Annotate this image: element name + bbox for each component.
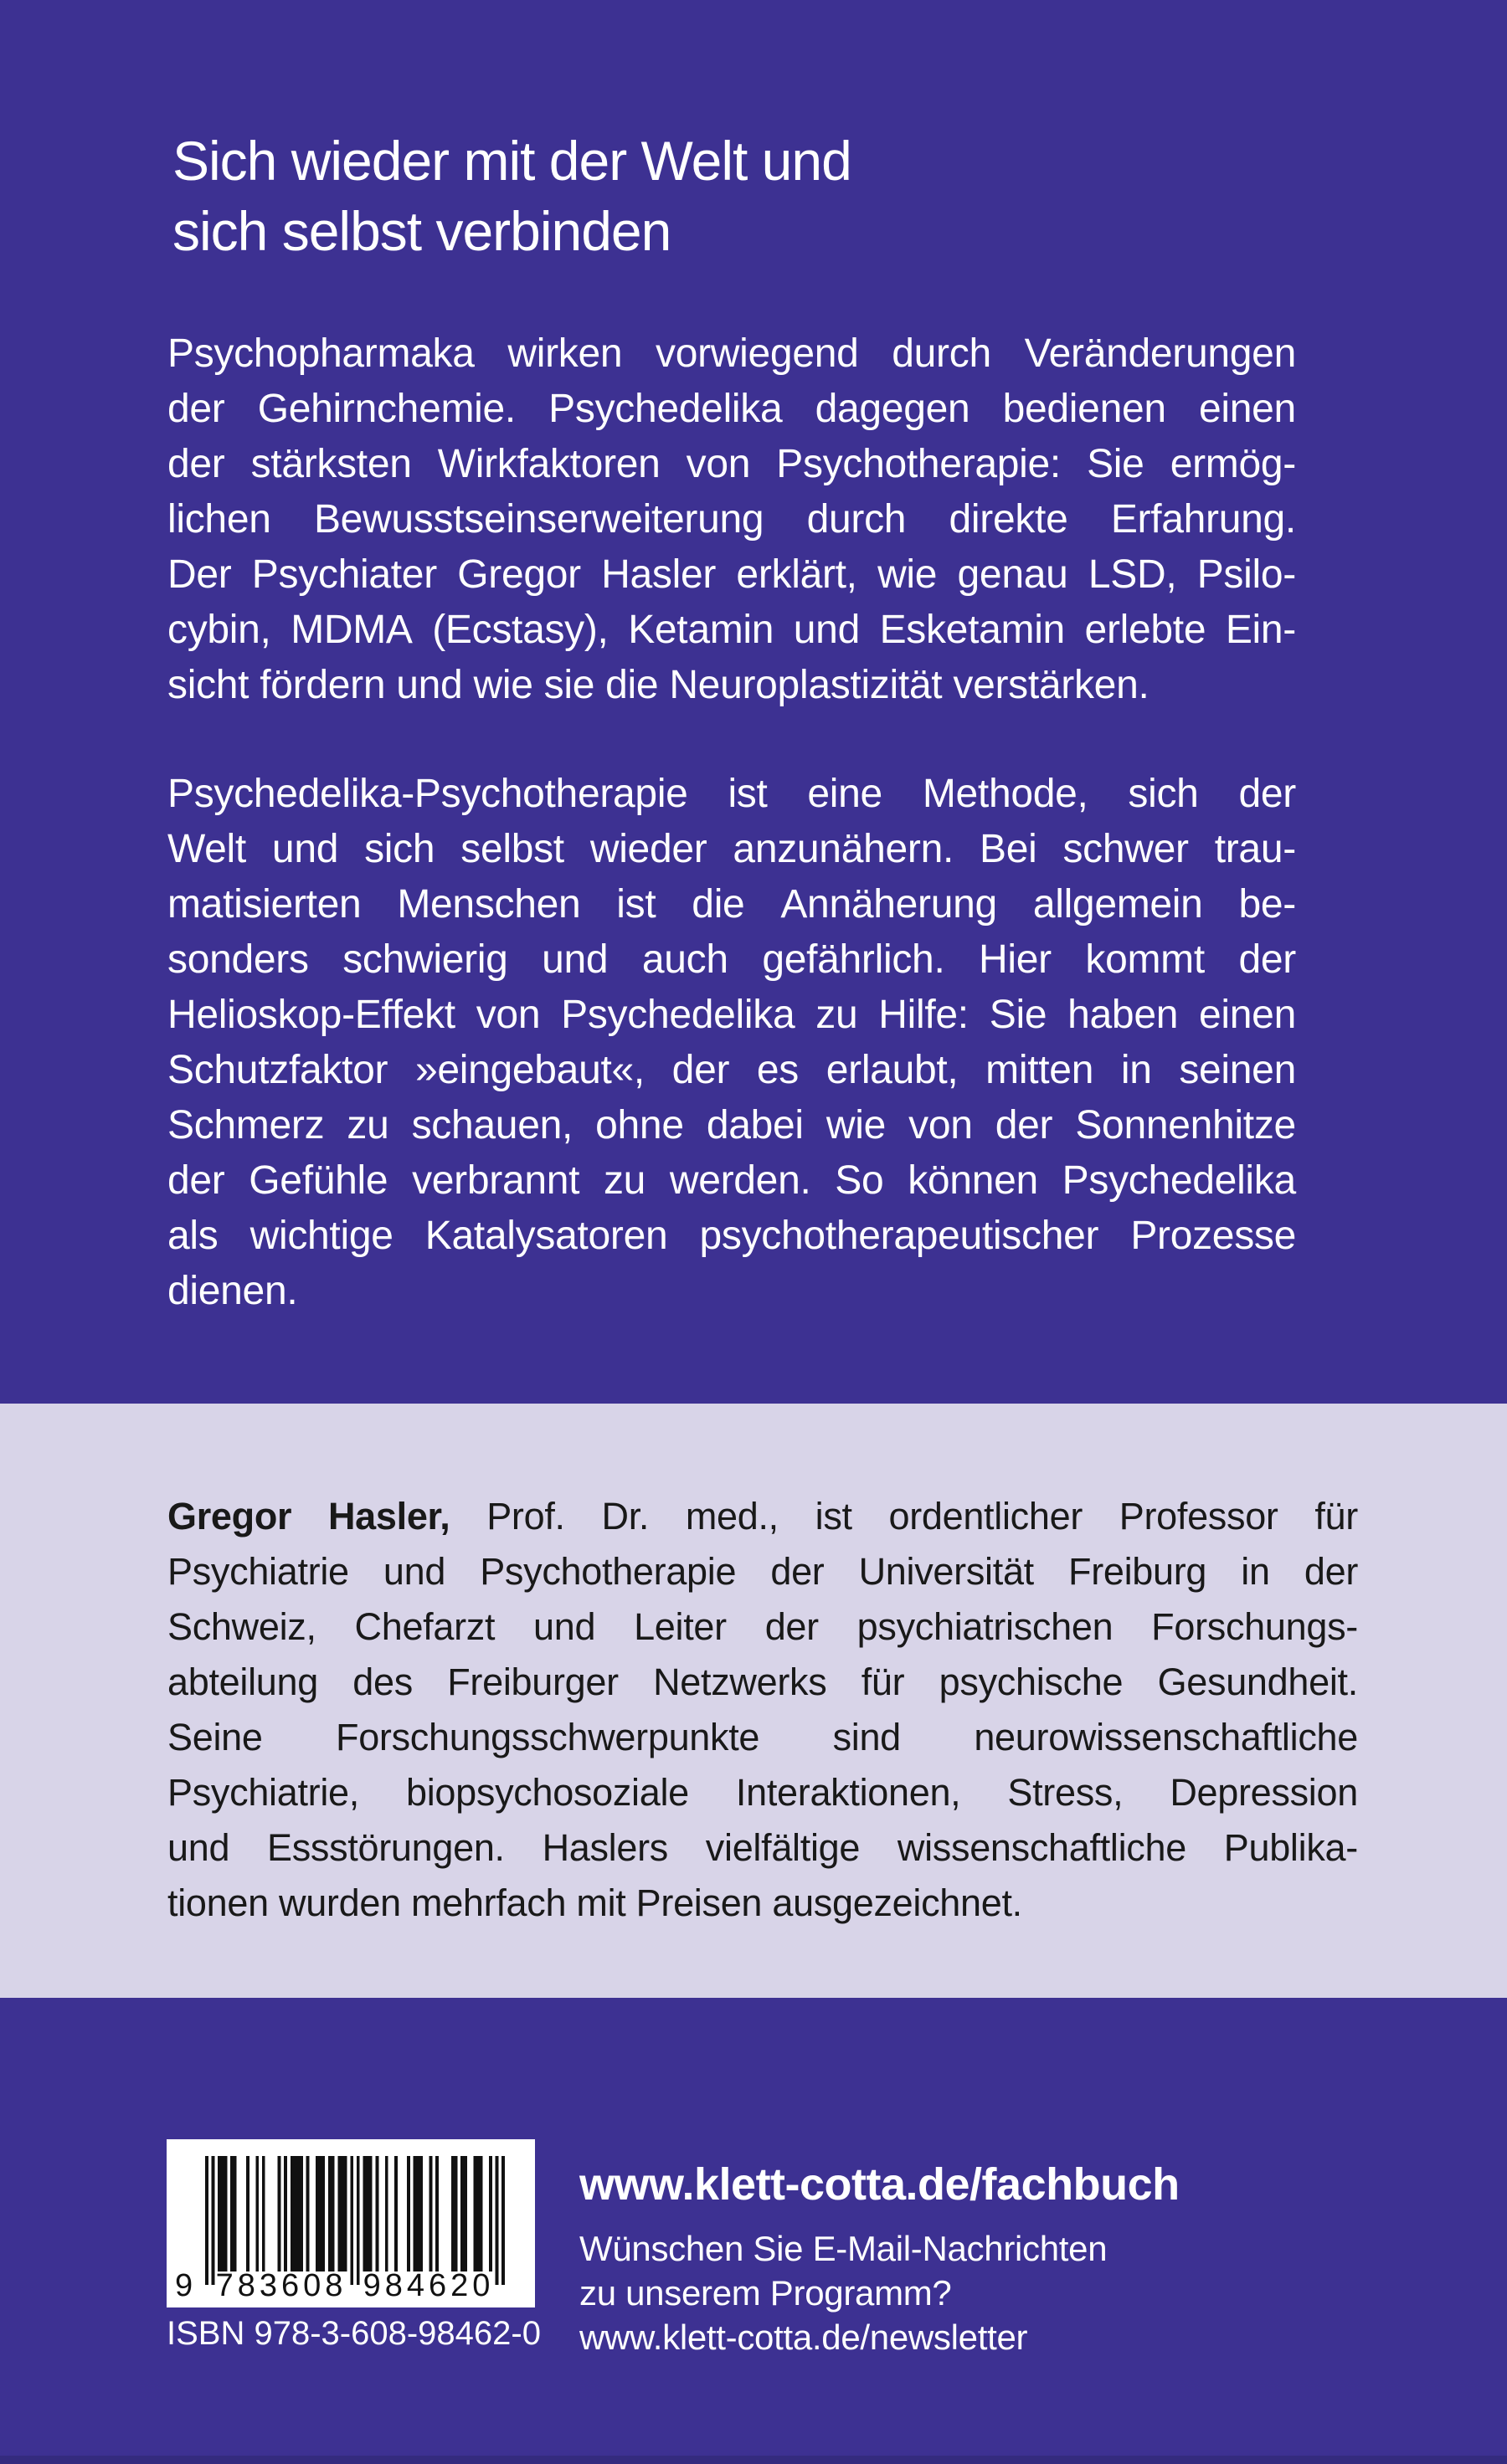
barcode-digit-leading: 9 — [175, 2268, 193, 2303]
headline-line-2: sich selbst verbinden — [172, 200, 671, 262]
barcode-box — [167, 2139, 535, 2307]
ean13-barcode — [205, 2156, 505, 2285]
text-line: dienen. — [167, 1269, 298, 1313]
newsletter-info — [579, 2226, 1107, 2359]
barcode-digit-group-2: 984620 — [363, 2268, 495, 2303]
text-line: Psychiatrie, biopsychosoziale Interaktionen, Stress, Depression — [167, 1771, 1358, 1814]
text-line: der Gefühle verbrannt zu werden. So können Psychedelika — [167, 1158, 1296, 1203]
publisher-website-url: www.klett-cotta.de/fachbuch — [579, 2159, 1180, 2210]
text-line: abteilung des Freiburger Netzwerks für psychische Gesundheit. — [167, 1661, 1358, 1703]
text-line: matisierten Menschen ist die Annäherung allgemein be- — [167, 882, 1296, 927]
blurb-paragraph-2 — [167, 767, 1296, 1319]
text-line: Schmerz zu schauen, ohne dabei wie von der Sonnenhitze — [167, 1103, 1296, 1147]
text-line: tionen wurden mehrfach mit Preisen ausgezeichnet. — [167, 1881, 1022, 1924]
headline-line-1: Sich wieder mit der Welt und — [172, 130, 851, 192]
author-bio-section — [0, 1404, 1507, 1998]
text-line: und Essstörungen. Haslers vielfältige wissenschaftliche Publika- — [167, 1826, 1358, 1869]
text-line: der stärksten Wirkfaktoren von Psychotherapie: Sie ermög- — [167, 442, 1296, 486]
text-line: lichen Bewusstseinserweiterung durch direkte Erfahrung. — [167, 497, 1296, 542]
text-line: als wichtige Katalysatoren psychotherapeutischer Prozesse — [167, 1214, 1296, 1258]
newsletter-line-1: Wünschen Sie E-Mail-Nachrichten — [579, 2229, 1108, 2268]
text-line: der Gehirnchemie. Psychedelika dagegen bedienen einen — [167, 387, 1296, 431]
text-line: Der Psychiater Gregor Hasler erklärt, wie genau LSD, Psilo- — [167, 552, 1296, 597]
newsletter-line-2: zu unserem Programm? — [579, 2273, 952, 2313]
cover-headline — [172, 126, 851, 266]
text-line: Psychedelika-Psychotherapie ist eine Methode, sich der — [167, 772, 1296, 816]
text-line: cybin, MDMA (Ecstasy), Ketamin und Esketamin erlebte Ein- — [167, 608, 1296, 652]
cover-bottom-edge — [0, 2456, 1507, 2464]
text-line: Seine Forschungsschwerpunkte sind neurowissenschaftliche — [167, 1716, 1358, 1758]
text-line: Schweiz, Chefarzt und Leiter der psychiatrischen Forschungs- — [167, 1605, 1358, 1648]
text-line: Gregor Hasler, Prof. Dr. med., ist ordentlicher Professor für — [167, 1495, 1358, 1537]
newsletter-line-3: www.klett-cotta.de/newsletter — [579, 2318, 1028, 2357]
text-line: Psychopharmaka wirken vorwiegend durch Veränderungen — [167, 331, 1296, 376]
text-line: Welt und sich selbst wieder anzunähern. Bei schwer trau- — [167, 827, 1296, 871]
text-line: sicht fördern und wie sie die Neuroplastizität verstärken. — [167, 663, 1150, 707]
text-line: Helioskop-Effekt von Psychedelika zu Hilfe: Sie haben einen — [167, 993, 1296, 1037]
blurb-paragraph-1 — [167, 326, 1296, 713]
author-bio-text — [167, 1489, 1358, 1931]
barcode-digit-group-1: 783608 — [215, 2268, 347, 2303]
text-line: Schutzfaktor »eingebaut«, der es erlaubt, mitten in seinen — [167, 1048, 1296, 1092]
text-line: sonders schwierig und auch gefährlich. Hier kommt der — [167, 937, 1296, 982]
isbn-label: ISBN 978-3-608-98462-0 — [167, 2315, 541, 2352]
text-line: Psychiatrie und Psychotherapie der Universität Freiburg in der — [167, 1550, 1358, 1593]
